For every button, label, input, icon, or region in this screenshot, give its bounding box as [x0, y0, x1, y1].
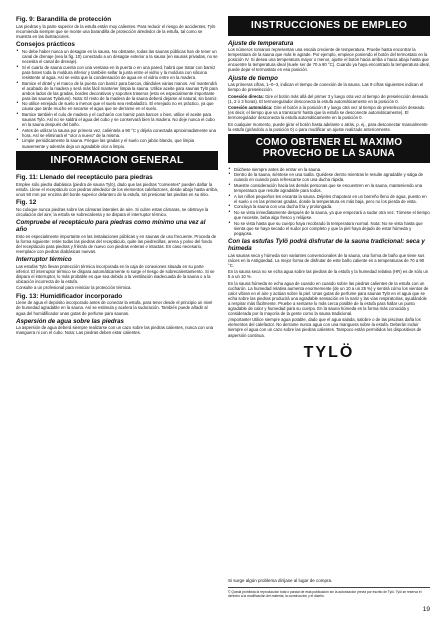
informacion-general-banner: INFORMACION GENERAL [16, 151, 218, 171]
ajuste-temperatura-text: Los números romanos representan una escala creciente de temperatura. Pruebe hasta encontrar la temperatura de la sauna que más le agrade. Por ejemplo, empiece poniendo el botón del termostato en la posición IV. Si desea una temperatura mayor o menor, ajuste el botón hacia arriba o hacia abajo hasta que encuentre la temperatura ideal (suele ser de 70 a 90 °C). Cuando ya haya encontrado la temperatura ideal, puede dejar el termostato en esa posición. [228, 47, 430, 73]
list-item: • Barnice el dintel y el marco de la puerta con barniz para barcos, dándoles varias manos. Así mantendrá el acabado de la madera y será más fácil mantener limpia la sauna. Utilice aceite para saunas Tylö para ambos lados de las gradas, bordes decorativos y soportes traseros (esto es especialmente importante para las saunas Tylarium). Nota: El resto de la madera de la sauna deberá dejarse al natural, sin barniz. [16, 81, 218, 101]
tips-list [228, 167, 430, 236]
sauna-humeda-text: En la sauna húmeda se echa agua de cuando en cuando sobre las piedras calientes de la estufa con un cucharón. La humedad relativa aumenta enormemente (de un 10 a un 25 %) y sentirá cómo los vientos de calor vibran en el aire y actúan sobre la piel. Unas gotas de perfume para saunas Tylö en el agua que se echa sobre las piedras producirá una agradable sensación en la nariz y las vías respiratorias, ayudándole a respirar más fácilmente. Pruebe a sentarse lo más cerca posible de la estufa para hallar un punto agradable de calor y humedad para su cuerpo. En la sauna húmeda es la forma más conocida y considerada por la mayoría de la gente como la sauna tradicional. [228, 280, 429, 316]
consejos-heading: Consejos prácticos [16, 41, 75, 49]
conexion-automatica-label: Conexión automática: [228, 105, 273, 111]
fig9-heading: Fig. 9: Barandilla de protección [16, 16, 112, 24]
fig13-text: Llene de agua el depósito incorporado antes de conectar la estufa, para tener desde el principio un nivel de humedad agradable en la sauna. Así se estimula y acelera la sudoración. También puede añadir al agua del humidificador unas gotas de perfume para saunas. [16, 300, 213, 316]
list-item: • Limpie periódicamente la sauna. Friegue las gradas y el suelo con jabón blando, que limpia suavemente y además deja un agradable olor a limpio. [16, 138, 218, 148]
estufas-text: Las saunas seca y húmeda son variantes convencionales de la sauna, una forma de baño que tiene sus raíces en la Antigüedad. La mejor forma de disfrutar de este baño caliente es a temperaturas de 70 a 90 °C. [228, 252, 425, 268]
conexion-directa-text: Gire el botón más allá del primer 3 y luego otra vez al tiempo de preselección deseado (1, 2 ó 3 horas). El termoregulador desconecta la estufa automáticamente en la posición 0. [228, 93, 429, 104]
fig13-heading: Fig. 13: Humidificador incorporado [16, 292, 123, 300]
list-item: • No utilice enrejado de suelo a menos que el suelo sea resbaladizo. El enrejado no es práctico, ya que causa que tarde mucho en secarse el agua que se derrame en el suelo. [16, 101, 218, 111]
list-item: • No debe haber nunca un desagüe en la sauna. No obstante, todas las saunas públicas han de tener un canal de drenaje (vea la fig. 10) conectado a un desagüe exterior a la sauna (en saunas privadas, no se necesita el canal de drenaje). [16, 49, 218, 64]
conexion-directa-paragraph [228, 94, 430, 104]
conexion-automatica-text-2: En cualquier momento, puede girar el botón hasta adelante o atrás, p. ej., para desconectar manualmente la estufa (girándolo a la posición 0) o para modificar un ajuste realizado anteriormente. [228, 121, 428, 132]
banner-line-1: COMO OBTENER EL MAXIMO [255, 136, 403, 148]
aspersion-heading: Aspersión de agua sobre las piedras [16, 317, 124, 325]
left-column [16, 14, 218, 337]
list-item: • Barnice también el culo de madera y el cucharón con barniz para barcos o bien, utilice el aceite para saunas Tylö. Así no se saldrá el agua del cubo y se conservará bien la madera. No deje nunca el cubo en la sauna después del baño. [16, 112, 218, 127]
consejos-list [16, 49, 218, 148]
right-column [228, 14, 430, 368]
list-item: • Dentro de la sauna, siéntese en una toalla. Quédese dentro mientras le resulte agradable y salga de cuando en cuando para refrescarse con una ducha rápida. [228, 172, 430, 182]
tylo-logo [228, 344, 430, 362]
estufas-heading: Con las estufas Tylö podrá disfrutar de la sauna tradicional: seca y húmeda [228, 238, 425, 253]
page-number: 19 [422, 606, 430, 613]
list-item: • No se vista inmediatamente después de la sauna, ya que empezará a sudar otra vez. Tómese el tiempo que necesite, beba algo fresco y relájese. [228, 210, 430, 220]
list-item: • No se vista hasta que su cuerpo haya recobrado la temperatura normal. Nota: No se vista hasta que sienta que se haya secado el sudor por completo y que la piel haya dejado de estar húmeda y pegajosa. [228, 221, 430, 236]
list-item: • Muestre consideración hacia las demás personas que se encuentren en la sauna, manteniendo una temperatura que resulte agradable para todos. [228, 183, 430, 193]
fig11-text: Emplee sólo piedra diabásica (piedra de sauna Tylö), dado que las piedras "comientes" pueden dañar la estufa. Llene el receptáculo con piedras alrededor de los elementos calefactores, desde abajo hasta arriba, unos 50 mm por encima del borde superior delantero de la estufa, sin presionar las piedras en su sitio. [16, 181, 219, 197]
interruptor-text: Las estufas Tylö llevan protección térmica incorporada en la caja de conexiones situada en su parte inferior. El interruptor térmico se dispara automáticamente si surge el riesgo de sobrecalentamiento. Si se dispara el interruptor, lo más probable es que sea debido a la ventilación inadecuada de la sauna o a la ubicación incorrecta de la estufa. [16, 263, 215, 284]
list-item: • Si el cuarto de sauna cuenta con una ventana en la puerta o en una pared, habrá que tratar con barniz para botes toda la moldura inferior y también sellar la junta entre el vidrio y la moldura con silicona resistente al agua. Así se evita que la condensación de agua en el vidrio entre en la madera. [16, 65, 218, 80]
ajuste-tiempo-text: Las primeras cifras, 1–0–3, indican el tiempo de conexión de la sauna. Las 9 cifras siguientes indican el tiempo de preselección. [228, 82, 424, 93]
interruptor-text-2: Consulte a un profesional para reiniciar la protección térmica. [16, 285, 132, 291]
ajuste-temperatura-heading: Ajuste de temperatura [228, 39, 294, 47]
conexion-directa-label: Conexión directa: [228, 93, 264, 99]
list-item: • Antes de utilizar la sauna por primera vez, caliéntela a 90 °C y déjela conectada aproximadamente una hora. Así se eliminará el "olor a nuevo" de la misma. [16, 128, 218, 138]
interruptor-heading: Interruptor térmico [16, 256, 72, 264]
conexion-automatica-text: Gire el botón a la posición 9 y luego otra vez al tiempo de preselección deseado (es decir, el tiempo que va a transcurrir hasta que la estufa se desconecte automáticamente). El termoregulador desconecta la estufa automáticamente en la posición 0. [228, 105, 425, 121]
list-item: • Concluya la sauna con una ducha fría y prolongada. [228, 204, 430, 209]
importante-text: ¡Importante! Utilice siempre agua potable, dado que el agua salada, salobre o de las piscinas daña los elementos del calefactor. No derrame nunca agua con una manguera sobre la estufa. Deberán incluir siempre el agua con un cazo sobre las piedras calientes. Tampoco están permitidos los dispositivos de aspersión continua. [228, 317, 422, 338]
tylo-logo-text: TYLÖ [303, 343, 355, 361]
ajuste-tiempo-heading: Ajuste de tiempo [228, 74, 278, 82]
footer-note: Si surge algún problema diríjase al lugar de compra. [228, 578, 333, 583]
compruebe-text: Esto es especialmente importante en las instalaciones públicas y en saunas de uso frecuente. Proceda de la forma siguiente: retire todas las piedras del receptáculo, quite las piedrecillas, arena y polvo del fondo del receptáculo para piedras y friéralo de nuevo con piedras enteras e intactas. En caso necesario, reemplace con piedras diabásicas nuevas. [16, 233, 217, 254]
fig11-heading: Fig. 11: Llenado del receptáculo para piedras [16, 174, 153, 182]
aspersion-text: La aspersión de agua deberá siempre realizarse con un cazo sobre las piedras calientes, nunca con una manguera ni con el cubo. Nota: Las piedras deben estar calientes. [16, 325, 214, 336]
maximo-provecho-banner [228, 134, 430, 163]
footer-legal: © Queda prohibida la reproducción total o parcial de esta publicación sin la autorización previa por escrito de Tylö. Tylö se reserva el derecho a la modificación del material, la construcción y el diseño. [228, 587, 430, 598]
sauna-seca-text: En la sauna seca no se echa agua sobre las piedras de la estufa y la humedad relativa (HR) es de sólo un 5 a un 10 %. [228, 269, 429, 280]
fig12-heading: Fig. 12 [16, 199, 37, 207]
list-item: • A los niños pequeños les encanta la sauna. Déjeles chapotear en un barreño lleno de agua, puesto en el suelo o en las primeras gradas, donde la temperatura es más baja, pero no los pierda de vista. [228, 194, 430, 204]
fig9-text: Las piedras y la parte superior de la estufa están muy calientes. Para reducir el riesgo de accidentes, Tylö recomienda siempre que se monte una barandilla de protección alrededor de la estufa, tal como se muestra en las ilustraciones. [16, 23, 216, 40]
list-item: • Dúchese siempre antes de entrar en la sauna. [228, 167, 430, 172]
banner-line-2: PROVECHO DE LA SAUNA [263, 147, 395, 159]
fig12-text: No coloque nunca piedras sobre las cámaras laterales de aire. Si cubre estas cámaras, se obstruye la circulación del aire; la estufa se sobrecalienta y se dispara el interruptor térmico. [16, 206, 209, 218]
conexion-automatica-paragraph [228, 105, 430, 120]
instrucciones-banner: INSTRUCCIONES DE EMPLEO [228, 16, 430, 36]
compruebe-heading: Compruebe el receptáculo para piedras como mínimo una vez al año [16, 219, 206, 234]
